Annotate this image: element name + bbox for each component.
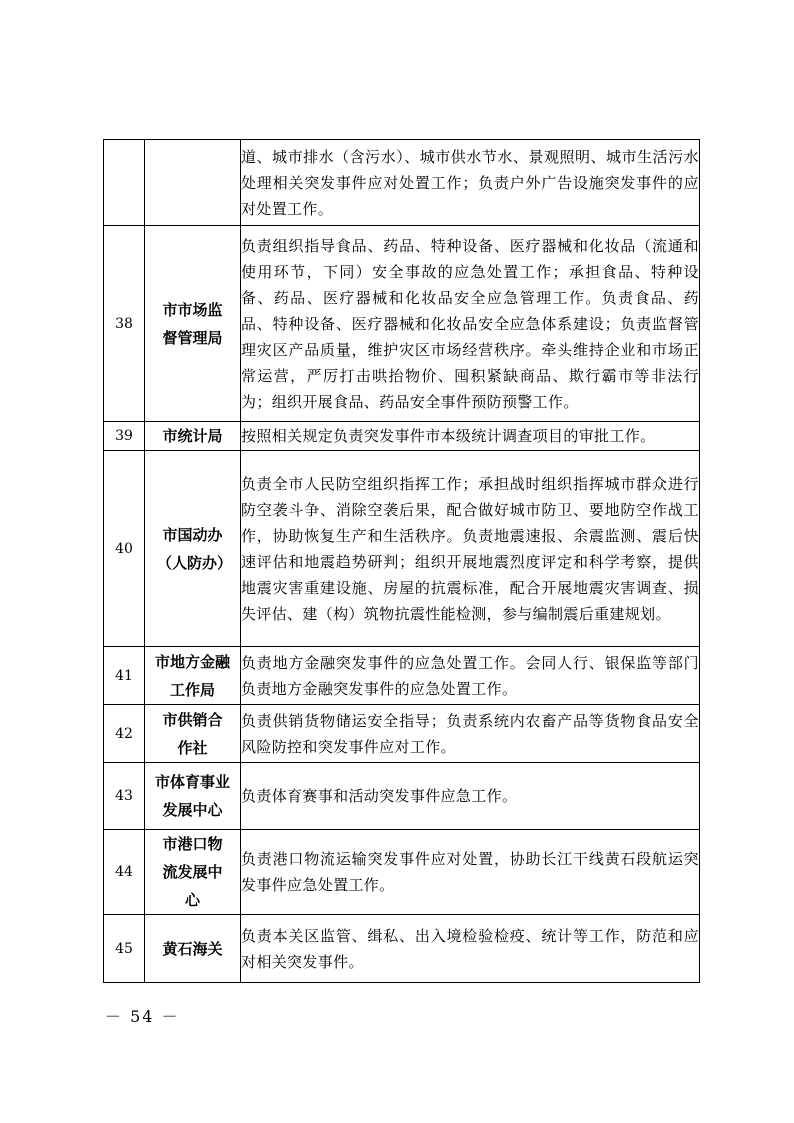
duty-description: 负责全市人民防空组织指挥工作；承担战时组织指挥城市群众进行防空袭斗争、消除空袭后果，配合做好城市防卫、要地防空作战工作，协助恢复生产和生活秩序。负责地震速报、余震监测、震后快速评估和地震趋势研判；组织开展地震烈度评定和科学考察，提供地震灾害重建设施、房屋的抗震标准，配合开展地震灾害调查、损失评估、建（构）筑物抗震性能检测，参与编制震后重建规划。 (241, 451, 700, 647)
row-number: 45 (104, 915, 145, 983)
department-name (145, 140, 241, 226)
table-row (104, 140, 700, 226)
duty-description: 负责体育赛事和活动突发事件应急工作。 (241, 763, 700, 830)
table-row (104, 763, 700, 830)
department-name: 市地方金融工作局 (145, 647, 241, 705)
table-row (104, 647, 700, 705)
row-number (104, 140, 145, 226)
department-name: 市国动办（人防办） (145, 451, 241, 647)
department-name: 市市场监督管理局 (145, 226, 241, 422)
department-name: 市体育事业发展中心 (145, 763, 241, 830)
row-number: 43 (104, 763, 145, 830)
table-row (104, 451, 700, 647)
row-number: 39 (104, 422, 145, 451)
row-number: 38 (104, 226, 145, 422)
duty-description: 负责供销货物储运安全指导；负责系统内农畜产品等货物食品安全风险防控和突发事件应对工作。 (241, 705, 700, 763)
table-row (104, 830, 700, 915)
duty-description: 负责地方金融突发事件的应急处置工作。会同人行、银保监等部门负责地方金融突发事件的应急处置工作。 (241, 647, 700, 705)
table-row (104, 915, 700, 983)
row-number: 44 (104, 830, 145, 915)
duty-table (103, 139, 700, 983)
duty-description: 负责港口物流运输突发事件应对处置，协助长江干线黄石段航运突发事件应急处置工作。 (241, 830, 700, 915)
row-number: 41 (104, 647, 145, 705)
duty-description: 负责组织指导食品、药品、特种设备、医疗器械和化妆品（流通和使用环节，下同）安全事故的应急处置工作；承担食品、特种设备、药品、医疗器械和化妆品安全应急管理工作。负责食品、药品、特种设备、医疗器械和化妆品安全应急体系建设；负责监督管理灾区产品质量，维护灾区市场经营秩序。牵头维持企业和市场正常运营，严厉打击哄抬物价、囤积紧缺商品、欺行霸市等非法行为；组织开展食品、药品安全事件预防预警工作。 (241, 226, 700, 422)
row-number: 42 (104, 705, 145, 763)
duty-description: 按照相关规定负责突发事件市本级统计调查项目的审批工作。 (241, 422, 700, 451)
table-row (104, 226, 700, 422)
department-name: 黄石海关 (145, 915, 241, 983)
department-name: 市港口物流发展中心 (145, 830, 241, 915)
department-name: 市供销合作社 (145, 705, 241, 763)
duty-description: 道、城市排水（含污水）、城市供水节水、景观照明、城市生活污水处理相关突发事件应对处置工作；负责户外广告设施突发事件的应对处置工作。 (241, 140, 700, 226)
department-name: 市统计局 (145, 422, 241, 451)
table-row (104, 422, 700, 451)
row-number: 40 (104, 451, 145, 647)
table-row (104, 705, 700, 763)
page-number: － 54 － (105, 1007, 180, 1026)
duty-description: 负责本关区监管、缉私、出入境检验检疫、统计等工作，防范和应对相关突发事件。 (241, 915, 700, 983)
